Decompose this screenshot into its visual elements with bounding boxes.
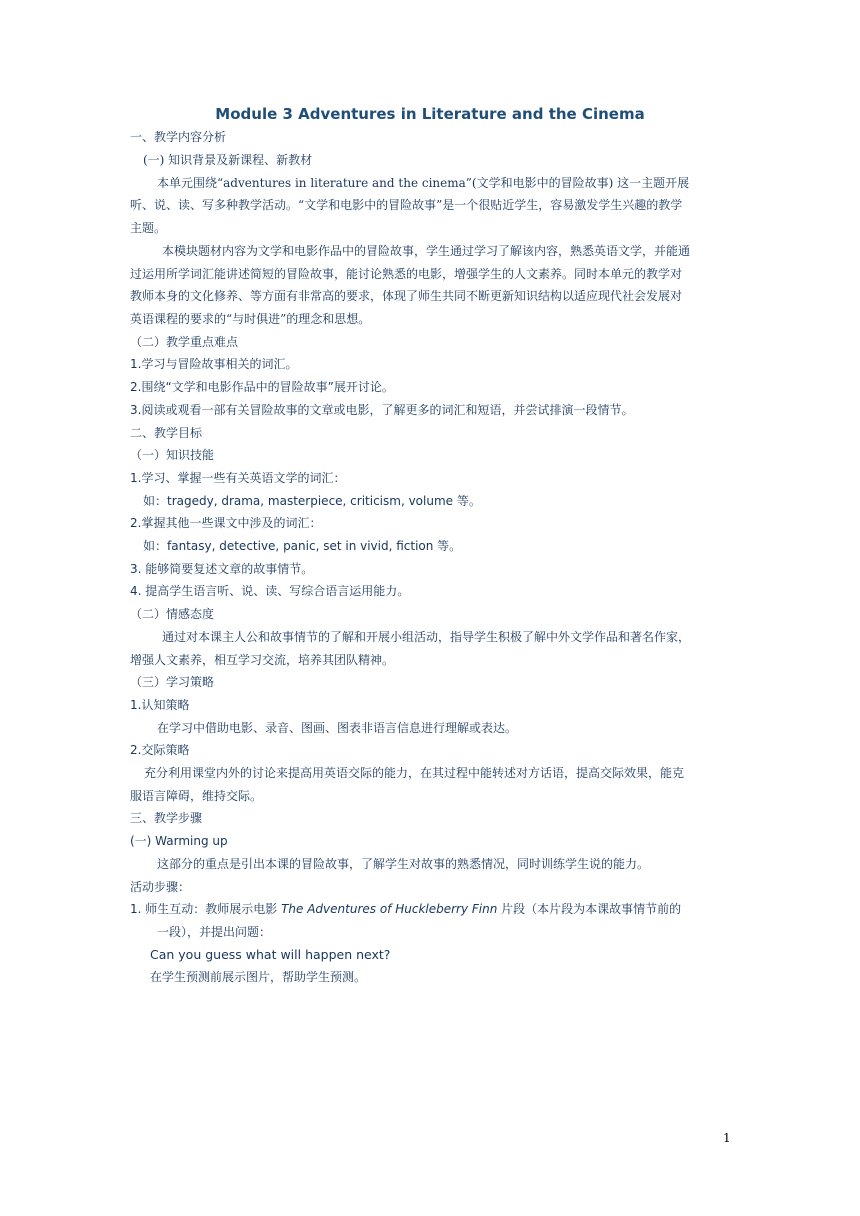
paragraph-line: 英语课程的要求的“与时俱进”的理念和思想。 bbox=[130, 312, 371, 326]
subsection-heading: （二）教学重点难点 bbox=[130, 335, 239, 349]
list-item-text: 片段（本片段为本课故事情节前的 bbox=[497, 902, 682, 916]
subsection-heading: (一) 知识背景及新课程、新教材 bbox=[143, 153, 313, 167]
section-heading: 三、教学步骤 bbox=[130, 811, 203, 825]
list-item: 1.学习与冒险故事相关的词汇。 bbox=[130, 357, 298, 371]
paragraph-line: 这部分的重点是引出本课的冒险故事，了解学生对故事的熟悉情况，同时训练学生说的能力。 bbox=[157, 857, 650, 871]
list-item: 1.认知策略 bbox=[130, 698, 190, 712]
paragraph-line: 主题。 bbox=[130, 221, 167, 235]
section-heading: 一、教学内容分析 bbox=[130, 130, 227, 144]
paragraph-line: 充分利用课堂内外的讨论来提高用英语交际的能力，在其过程中能转述对方话语，提高交际效果，能克 bbox=[144, 766, 685, 780]
list-item: 2.交际策略 bbox=[130, 743, 190, 757]
list-item: 3. 能够简要复述文章的故事情节。 bbox=[130, 562, 314, 576]
question-text: Can you guess what will happen next? bbox=[150, 947, 391, 962]
subsection-heading: （二）情感态度 bbox=[130, 607, 215, 621]
paragraph-line: 通过对本课主人公和故事情节的了解和开展小组活动，指导学生积极了解中外文学作品和著名作家， bbox=[162, 630, 691, 644]
paragraph-line: 本单元围绕“adventures in literature and the cinema”(文学和电影中的冒险故事) 这一主题开展 bbox=[157, 176, 690, 190]
paragraph-line: 过运用所学词汇能讲述简短的冒险故事，能讨论熟悉的电影，增强学生的人文素养。同时本单元的教学对 bbox=[130, 267, 683, 281]
paragraph-line: 增强人文素养，相互学习交流，培养其团队精神。 bbox=[130, 653, 395, 667]
page-number: 1 bbox=[723, 1131, 731, 1145]
vocabulary-example: 如：tragedy, drama, masterpiece, criticism, volume 等。 bbox=[143, 494, 481, 508]
paragraph-line: 教师本身的文化修养、等方面有非常高的要求，体现了师生共同不断更新知识结构以适应现代社会发展对 bbox=[130, 289, 683, 303]
paragraph-line: 活动步骤： bbox=[130, 880, 191, 894]
list-item bbox=[130, 901, 681, 917]
paragraph-line: 在学习中借助电影、录音、图画、图表非语言信息进行理解或表达。 bbox=[157, 721, 518, 735]
list-item: 4. 提高学生语言听、说、读、写综合语言运用能力。 bbox=[130, 584, 410, 598]
list-item: 1.学习、掌握一些有关英语文学的词汇： bbox=[130, 471, 346, 485]
document-title: Module 3 Adventures in Literature and the Cinema bbox=[215, 105, 645, 123]
list-item: 3.阅读或观看一部有关冒险故事的文章或电影，了解更多的词汇和短语，并尝试排演一段情节。 bbox=[130, 403, 634, 417]
list-item: 2.围绕“文学和电影作品中的冒险故事”展开讨论。 bbox=[130, 380, 394, 394]
subsection-heading: （三）学习策略 bbox=[130, 675, 215, 689]
vocabulary-example: 如：fantasy, detective, panic, set in vivid, fiction 等。 bbox=[143, 539, 462, 553]
paragraph-line: 服语言障碍，维持交际。 bbox=[130, 789, 263, 803]
list-item: 2.掌握其他一些课文中涉及的词汇： bbox=[130, 516, 322, 530]
paragraph-line: 一段），并提出问题： bbox=[157, 925, 272, 939]
subsection-heading: (一) Warming up bbox=[130, 834, 228, 848]
paragraph-line: 本模块题材内容为文学和电影作品中的冒险故事，学生通过学习了解该内容，熟悉英语文学，并能通 bbox=[162, 244, 691, 258]
section-heading: 二、教学目标 bbox=[130, 426, 203, 440]
paragraph-line: 在学生预测前展示图片，帮助学生预测。 bbox=[150, 970, 367, 984]
film-title: The Adventures of Huckleberry Finn bbox=[281, 902, 498, 916]
paragraph-line: 听、说、读、写多种教学活动。“文学和电影中的冒险故事”是一个很贴近学生，容易激发学生兴趣的教学 bbox=[130, 198, 683, 212]
subsection-heading: （一）知识技能 bbox=[130, 448, 215, 462]
list-item-text: 1. 师生互动：教师展示电影 bbox=[130, 902, 282, 916]
